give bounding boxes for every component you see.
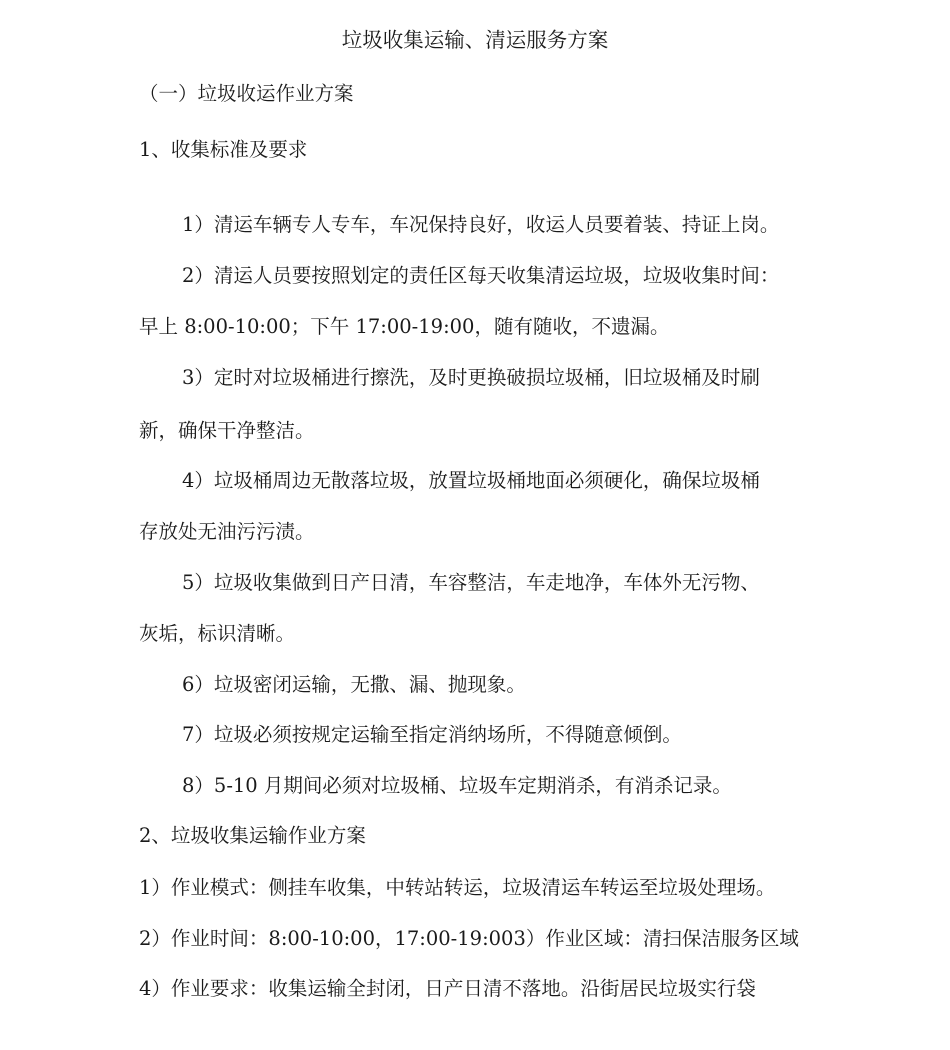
requirement-item-2: 2）清运人员要按照划定的责任区每天收集清运垃圾，垃圾收集时间： [182, 264, 780, 287]
section-heading: （一）垃圾收运作业方案 [139, 82, 354, 105]
subsection-heading-standards: 1、收集标准及要求 [139, 138, 308, 161]
requirement-item-4-continued: 存放处无油污污渍。 [139, 520, 315, 543]
plan-item-2: 2）作业时间：8:00-10:00，17:00-19:003）作业区域：清扫保洁服务区域 [139, 927, 799, 950]
plan-item-1: 1）作业模式：侧挂车收集，中转站转运，垃圾清运车转运至垃圾处理场。 [139, 876, 776, 899]
requirement-item-2-continued: 早上 8:00-10:00；下午 17:00-19:00，随有随收，不遗漏。 [139, 315, 670, 338]
requirement-item-6: 6）垃圾密闭运输，无撒、漏、抛现象。 [182, 673, 526, 696]
requirement-item-3-continued: 新，确保干净整洁。 [139, 419, 315, 442]
document-title: 垃圾收集运输、清运服务方案 [341, 28, 609, 52]
subsection-heading-plan: 2、垃圾收集运输作业方案 [139, 824, 366, 847]
requirement-item-8: 8）5-10 月期间必须对垃圾桶、垃圾车定期消杀，有消杀记录。 [182, 774, 732, 797]
requirement-item-3: 3）定时对垃圾桶进行擦洗，及时更换破损垃圾桶，旧垃圾桶及时刷 [182, 366, 760, 389]
plan-item-4: 4）作业要求：收集运输全封闭，日产日清不落地。沿街居民垃圾实行袋 [139, 977, 756, 1000]
requirement-item-5-continued: 灰垢，标识清晰。 [139, 622, 296, 645]
requirement-item-1: 1）清运车辆专人专车，车况保持良好，收运人员要着装、持证上岗。 [182, 213, 780, 236]
requirement-item-5: 5）垃圾收集做到日产日清，车容整洁，车走地净，车体外无污物、 [182, 571, 760, 594]
requirement-item-7: 7）垃圾必须按规定运输至指定消纳场所，不得随意倾倒。 [182, 723, 682, 746]
requirement-item-4: 4）垃圾桶周边无散落垃圾，放置垃圾桶地面必须硬化，确保垃圾桶 [182, 469, 760, 492]
